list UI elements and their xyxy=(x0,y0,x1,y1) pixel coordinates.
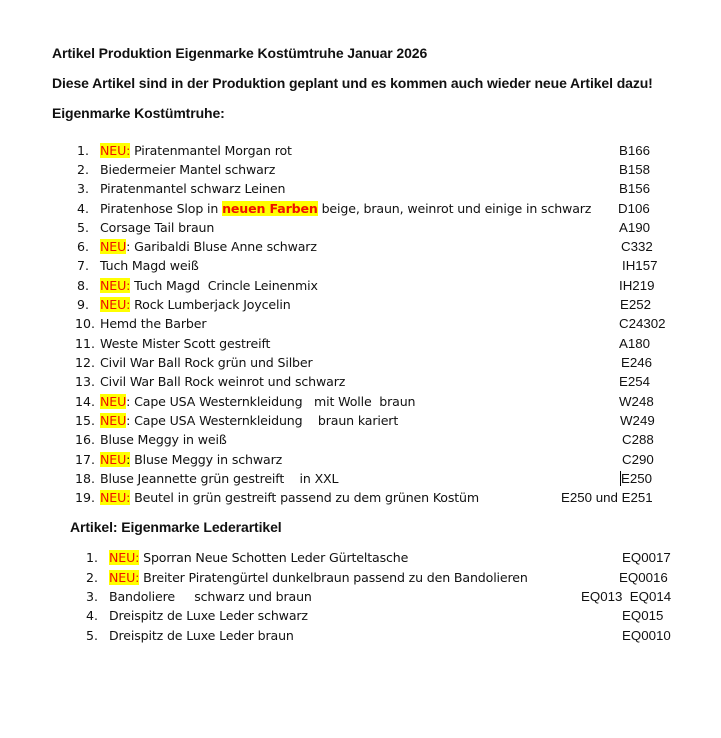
item-description: Piratenmantel schwarz Leinen xyxy=(100,181,286,196)
article-code xyxy=(619,161,650,179)
article-code-text: EQ0010 xyxy=(622,628,671,643)
article-code-text: W249 xyxy=(620,413,655,428)
section-heading-lederartikel: Artikel: Eigenmarke Lederartikel xyxy=(70,519,282,535)
item-text xyxy=(100,354,313,372)
item-text xyxy=(100,315,206,333)
article-code-text: E250 und E251 xyxy=(561,490,653,505)
article-code xyxy=(619,569,668,587)
article-code xyxy=(621,354,652,372)
article-code-text: C332 xyxy=(621,239,653,254)
article-code-text: EQ013 EQ014 xyxy=(581,589,672,604)
item-text xyxy=(100,451,282,469)
item-number: 2. xyxy=(77,162,90,177)
item-number: 12. xyxy=(75,355,96,370)
article-code xyxy=(581,588,671,606)
item-description-rest: beige, braun, weinrot und einige in schwarz xyxy=(317,201,592,216)
article-code-text: IH219 xyxy=(619,278,655,293)
article-code xyxy=(619,219,650,237)
article-code xyxy=(619,335,650,353)
item-number: 16. xyxy=(75,432,96,447)
new-badge: NEU xyxy=(100,143,127,158)
article-code-text: C290 xyxy=(622,452,654,467)
item-text xyxy=(100,161,275,179)
new-badge-colon: : xyxy=(126,490,131,505)
item-description: Dreispitz de Luxe Leder braun xyxy=(109,628,294,643)
item-text xyxy=(100,180,285,198)
item-text xyxy=(109,607,308,625)
item-number: 4. xyxy=(86,608,99,623)
item-description: Bluse Jeannette grün gestreift in XXL xyxy=(100,471,339,486)
new-badge: NEU xyxy=(100,278,127,293)
article-code-text: C24302 xyxy=(619,316,666,331)
new-badge: NEU xyxy=(100,452,127,467)
item-description: Rock Lumberjack Joycelin xyxy=(130,297,291,312)
new-badge: NEU xyxy=(100,239,127,254)
new-badge-colon: : xyxy=(126,143,131,158)
new-badge-colon: : xyxy=(126,278,131,293)
item-number: 8. xyxy=(77,278,90,293)
article-code xyxy=(619,373,650,391)
item-description: Dreispitz de Luxe Leder schwarz xyxy=(109,608,308,623)
article-code xyxy=(622,607,663,625)
item-number: 4. xyxy=(77,201,90,216)
item-description: Sporran Neue Schotten Leder Gürteltasche xyxy=(139,550,409,565)
new-badge: NEU xyxy=(109,550,136,565)
item-number: 2. xyxy=(86,570,99,585)
item-text xyxy=(100,277,318,295)
item-text xyxy=(100,431,227,449)
article-code xyxy=(622,627,671,645)
item-description: Biedermeier Mantel schwarz xyxy=(100,162,276,177)
article-code xyxy=(622,257,657,275)
item-text xyxy=(109,627,294,645)
article-code-text: EQ0017 xyxy=(622,550,671,565)
new-badge-colon: : xyxy=(126,452,131,467)
item-number: 6. xyxy=(77,239,90,254)
item-number: 14. xyxy=(75,394,96,409)
document-title: Artikel Produktion Eigenmarke Kostümtruhe Januar 2026 xyxy=(52,45,428,61)
item-number: 1. xyxy=(86,550,99,565)
item-text xyxy=(100,335,270,353)
article-code-text: D106 xyxy=(618,201,650,216)
item-text xyxy=(100,142,292,160)
item-description: Civil War Ball Rock grün und Silber xyxy=(100,355,313,370)
article-code-text: A190 xyxy=(619,220,651,235)
item-number: 19. xyxy=(75,490,96,505)
item-description: Bluse Meggy in weiß xyxy=(100,432,227,447)
item-number: 3. xyxy=(86,589,99,604)
article-code xyxy=(619,277,654,295)
article-code xyxy=(620,470,652,488)
item-description: Garibaldi Bluse Anne schwarz xyxy=(130,239,317,254)
item-description: Bandoliere schwarz und braun xyxy=(109,589,312,604)
item-text xyxy=(100,412,398,430)
item-description: Bluse Meggy in schwarz xyxy=(130,452,283,467)
article-code xyxy=(619,315,666,333)
new-badge-colon: : xyxy=(126,394,131,409)
document-subtitle: Diese Artikel sind in der Produktion geplant und es kommen auch wieder neue Artikel dazu! xyxy=(52,75,653,91)
item-number: 7. xyxy=(77,258,90,273)
article-code xyxy=(619,393,654,411)
article-code-text: B158 xyxy=(619,162,651,177)
article-code-text: E250 xyxy=(621,471,653,486)
article-code-text: C288 xyxy=(622,432,654,447)
article-code-text: E246 xyxy=(621,355,653,370)
item-description: Weste Mister Scott gestreift xyxy=(100,336,271,351)
item-text xyxy=(100,200,591,218)
item-description: Piratenmantel Morgan rot xyxy=(130,143,292,158)
item-number: 15. xyxy=(75,413,96,428)
item-number: 5. xyxy=(77,220,90,235)
new-badge-colon: : xyxy=(126,297,131,312)
item-number: 17. xyxy=(75,452,96,467)
article-code xyxy=(619,180,650,198)
item-text xyxy=(100,489,479,507)
highlighted-phrase: neuen Farben xyxy=(222,201,318,216)
item-number: 10. xyxy=(75,316,96,331)
item-text xyxy=(100,219,214,237)
item-number: 18. xyxy=(75,471,96,486)
item-number: 13. xyxy=(75,374,96,389)
item-description: Cape USA Westernkleidung braun kariert xyxy=(130,413,399,428)
new-badge-colon: : xyxy=(126,413,131,428)
item-description: Tuch Magd weiß xyxy=(100,258,199,273)
item-text xyxy=(109,588,312,606)
item-text xyxy=(100,373,345,391)
article-code xyxy=(561,489,653,507)
article-code xyxy=(620,412,655,430)
item-number: 3. xyxy=(77,181,90,196)
article-code-text: EQ0016 xyxy=(619,570,668,585)
new-badge: NEU xyxy=(100,490,127,505)
article-code xyxy=(621,238,653,256)
new-badge-colon: : xyxy=(135,550,140,565)
new-badge-colon: : xyxy=(135,570,140,585)
item-text xyxy=(109,549,408,567)
article-code-text: B166 xyxy=(619,143,651,158)
item-text xyxy=(100,393,415,411)
item-description: Breiter Piratengürtel dunkelbraun passend zu den Bandolieren xyxy=(139,570,528,585)
new-badge: NEU xyxy=(100,413,127,428)
article-code-text: IH157 xyxy=(622,258,658,273)
article-code xyxy=(620,296,651,314)
item-description: Corsage Tail braun xyxy=(100,220,215,235)
item-number: 9. xyxy=(77,297,90,312)
item-number: 5. xyxy=(86,628,99,643)
item-text xyxy=(100,238,317,256)
new-badge: NEU xyxy=(100,394,127,409)
article-code-text: EQ015 xyxy=(622,608,664,623)
item-description: Cape USA Westernkleidung mit Wolle braun xyxy=(130,394,416,409)
article-code xyxy=(618,200,650,218)
item-number: 1. xyxy=(77,143,90,158)
item-text xyxy=(100,257,199,275)
new-badge: NEU xyxy=(109,570,136,585)
article-code-text: W248 xyxy=(619,394,654,409)
item-description: Tuch Magd Crincle Leinenmix xyxy=(130,278,318,293)
article-code xyxy=(622,451,654,469)
item-text xyxy=(100,470,338,488)
item-description: Civil War Ball Rock weinrot und schwarz xyxy=(100,374,346,389)
article-code-text: E252 xyxy=(620,297,652,312)
article-code-text: A180 xyxy=(619,336,651,351)
item-text xyxy=(109,569,528,587)
article-code-text: E254 xyxy=(619,374,651,389)
item-text xyxy=(100,296,291,314)
item-description: Piratenhose Slop in xyxy=(100,201,223,216)
article-code-text: B156 xyxy=(619,181,651,196)
item-description: Beutel in grün gestreift passend zu dem grünen Kostüm xyxy=(130,490,479,505)
new-badge: NEU xyxy=(100,297,127,312)
article-code xyxy=(622,431,654,449)
new-badge-colon: : xyxy=(126,239,131,254)
section-heading-kostuemtruhe: Eigenmarke Kostümtruhe: xyxy=(52,105,225,121)
article-code xyxy=(622,549,671,567)
item-description: Hemd the Barber xyxy=(100,316,207,331)
article-code xyxy=(619,142,650,160)
item-number: 11. xyxy=(75,336,96,351)
